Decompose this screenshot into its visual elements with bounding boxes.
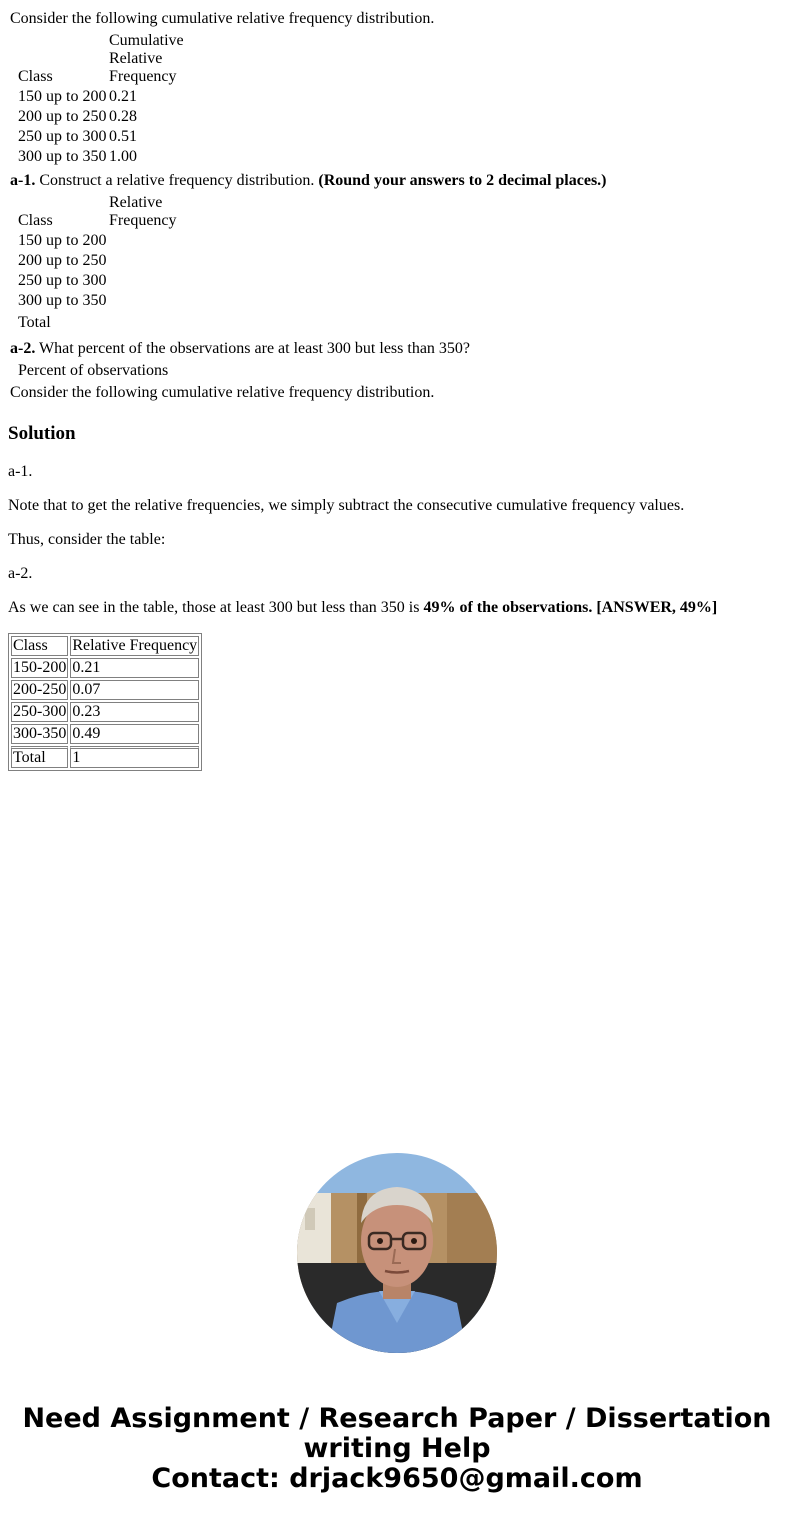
table-row (11, 658, 199, 678)
a2-field-label: Percent of observations (18, 362, 169, 379)
table-cell: 200-250 (13, 681, 67, 698)
solution-explanation: Note that to get the relative frequencies, we simply subtract the consecutive cumulative frequency values. (8, 497, 685, 514)
table-cell: 0.07 (70, 680, 199, 700)
solution-answer-text: As we can see in the table, those at least 300 but less than 350 is (8, 599, 424, 616)
table1-class-cell: 250 up to 300 (18, 128, 107, 145)
table-total-row (11, 746, 199, 768)
table1-header-line-3: Frequency (109, 68, 177, 85)
table1-header-line-1: Cumulative (109, 32, 184, 49)
footer-contact: Contact: drjack9650@gmail.com (151, 1463, 643, 1494)
a1-note: (Round your answers to 2 decimal places.) (318, 172, 607, 189)
table-header-cell: Relative Frequency (72, 637, 198, 654)
footer-line-2: writing Help (303, 1433, 491, 1464)
table1-value-cell: 0.51 (109, 128, 137, 145)
table-cell: 150-200 (13, 659, 67, 676)
table2-class-cell: 300 up to 350 (18, 292, 107, 309)
table1-value-cell: 1.00 (109, 148, 137, 165)
table2-class-cell: 250 up to 300 (18, 272, 107, 289)
table-cell: Total (11, 746, 68, 768)
solution-answer-highlight: 49% of the observations. [ANSWER, 49%] (423, 599, 718, 616)
table2-class-cell: 150 up to 200 (18, 232, 107, 249)
a2-prompt (10, 340, 470, 358)
a1-text: Construct a relative frequency distribution. (39, 172, 315, 189)
table1-value-cell: 0.28 (109, 108, 137, 125)
table1-header-line-2: Relative (109, 50, 163, 67)
table-cell: 1 (70, 746, 199, 768)
table2-class-cell: 200 up to 250 (18, 252, 107, 269)
table-cell: 0.21 (70, 658, 199, 678)
table1-value-cell: 0.21 (109, 88, 137, 105)
table-row (11, 702, 199, 722)
solution-table-intro: Thus, consider the table: (8, 531, 166, 548)
table-row (11, 680, 199, 700)
solution-answer (8, 599, 717, 617)
table-header-row (11, 636, 199, 656)
table-cell: 0.23 (70, 702, 199, 722)
table2-header-line-2: Frequency (109, 212, 177, 229)
solution-table (8, 633, 202, 771)
table-row (11, 724, 199, 744)
table-cell: 300-350 (13, 725, 67, 742)
solution-a1-label: a-1. (8, 463, 33, 480)
author-photo (297, 1153, 497, 1353)
table1-class-cell: 200 up to 250 (18, 108, 107, 125)
table2-header-class: Class (18, 212, 53, 229)
table2-header-line-1: Relative (109, 194, 163, 211)
question-outro: Consider the following cumulative relative frequency distribution. (10, 384, 435, 401)
a1-prompt (10, 172, 607, 190)
table1-header-class: Class (18, 68, 53, 85)
table1-class-cell: 150 up to 200 (18, 88, 107, 105)
table-header-cell: Class (11, 636, 68, 656)
solution-a2-label: a-2. (8, 565, 33, 582)
table-cell: 250-300 (13, 703, 67, 720)
table-cell: 0.49 (70, 724, 199, 744)
a2-label: a-2. (10, 340, 36, 357)
solution-heading: Solution (8, 423, 76, 444)
a1-label: a-1. (10, 172, 36, 189)
question-intro: Consider the following cumulative relative frequency distribution. (10, 10, 435, 27)
a2-text: What percent of the observations are at least 300 but less than 350? (39, 340, 471, 357)
table1-class-cell: 300 up to 350 (18, 148, 107, 165)
table2-total-label: Total (18, 314, 51, 331)
footer-line-1: Need Assignment / Research Paper / Dissertation (22, 1403, 772, 1434)
